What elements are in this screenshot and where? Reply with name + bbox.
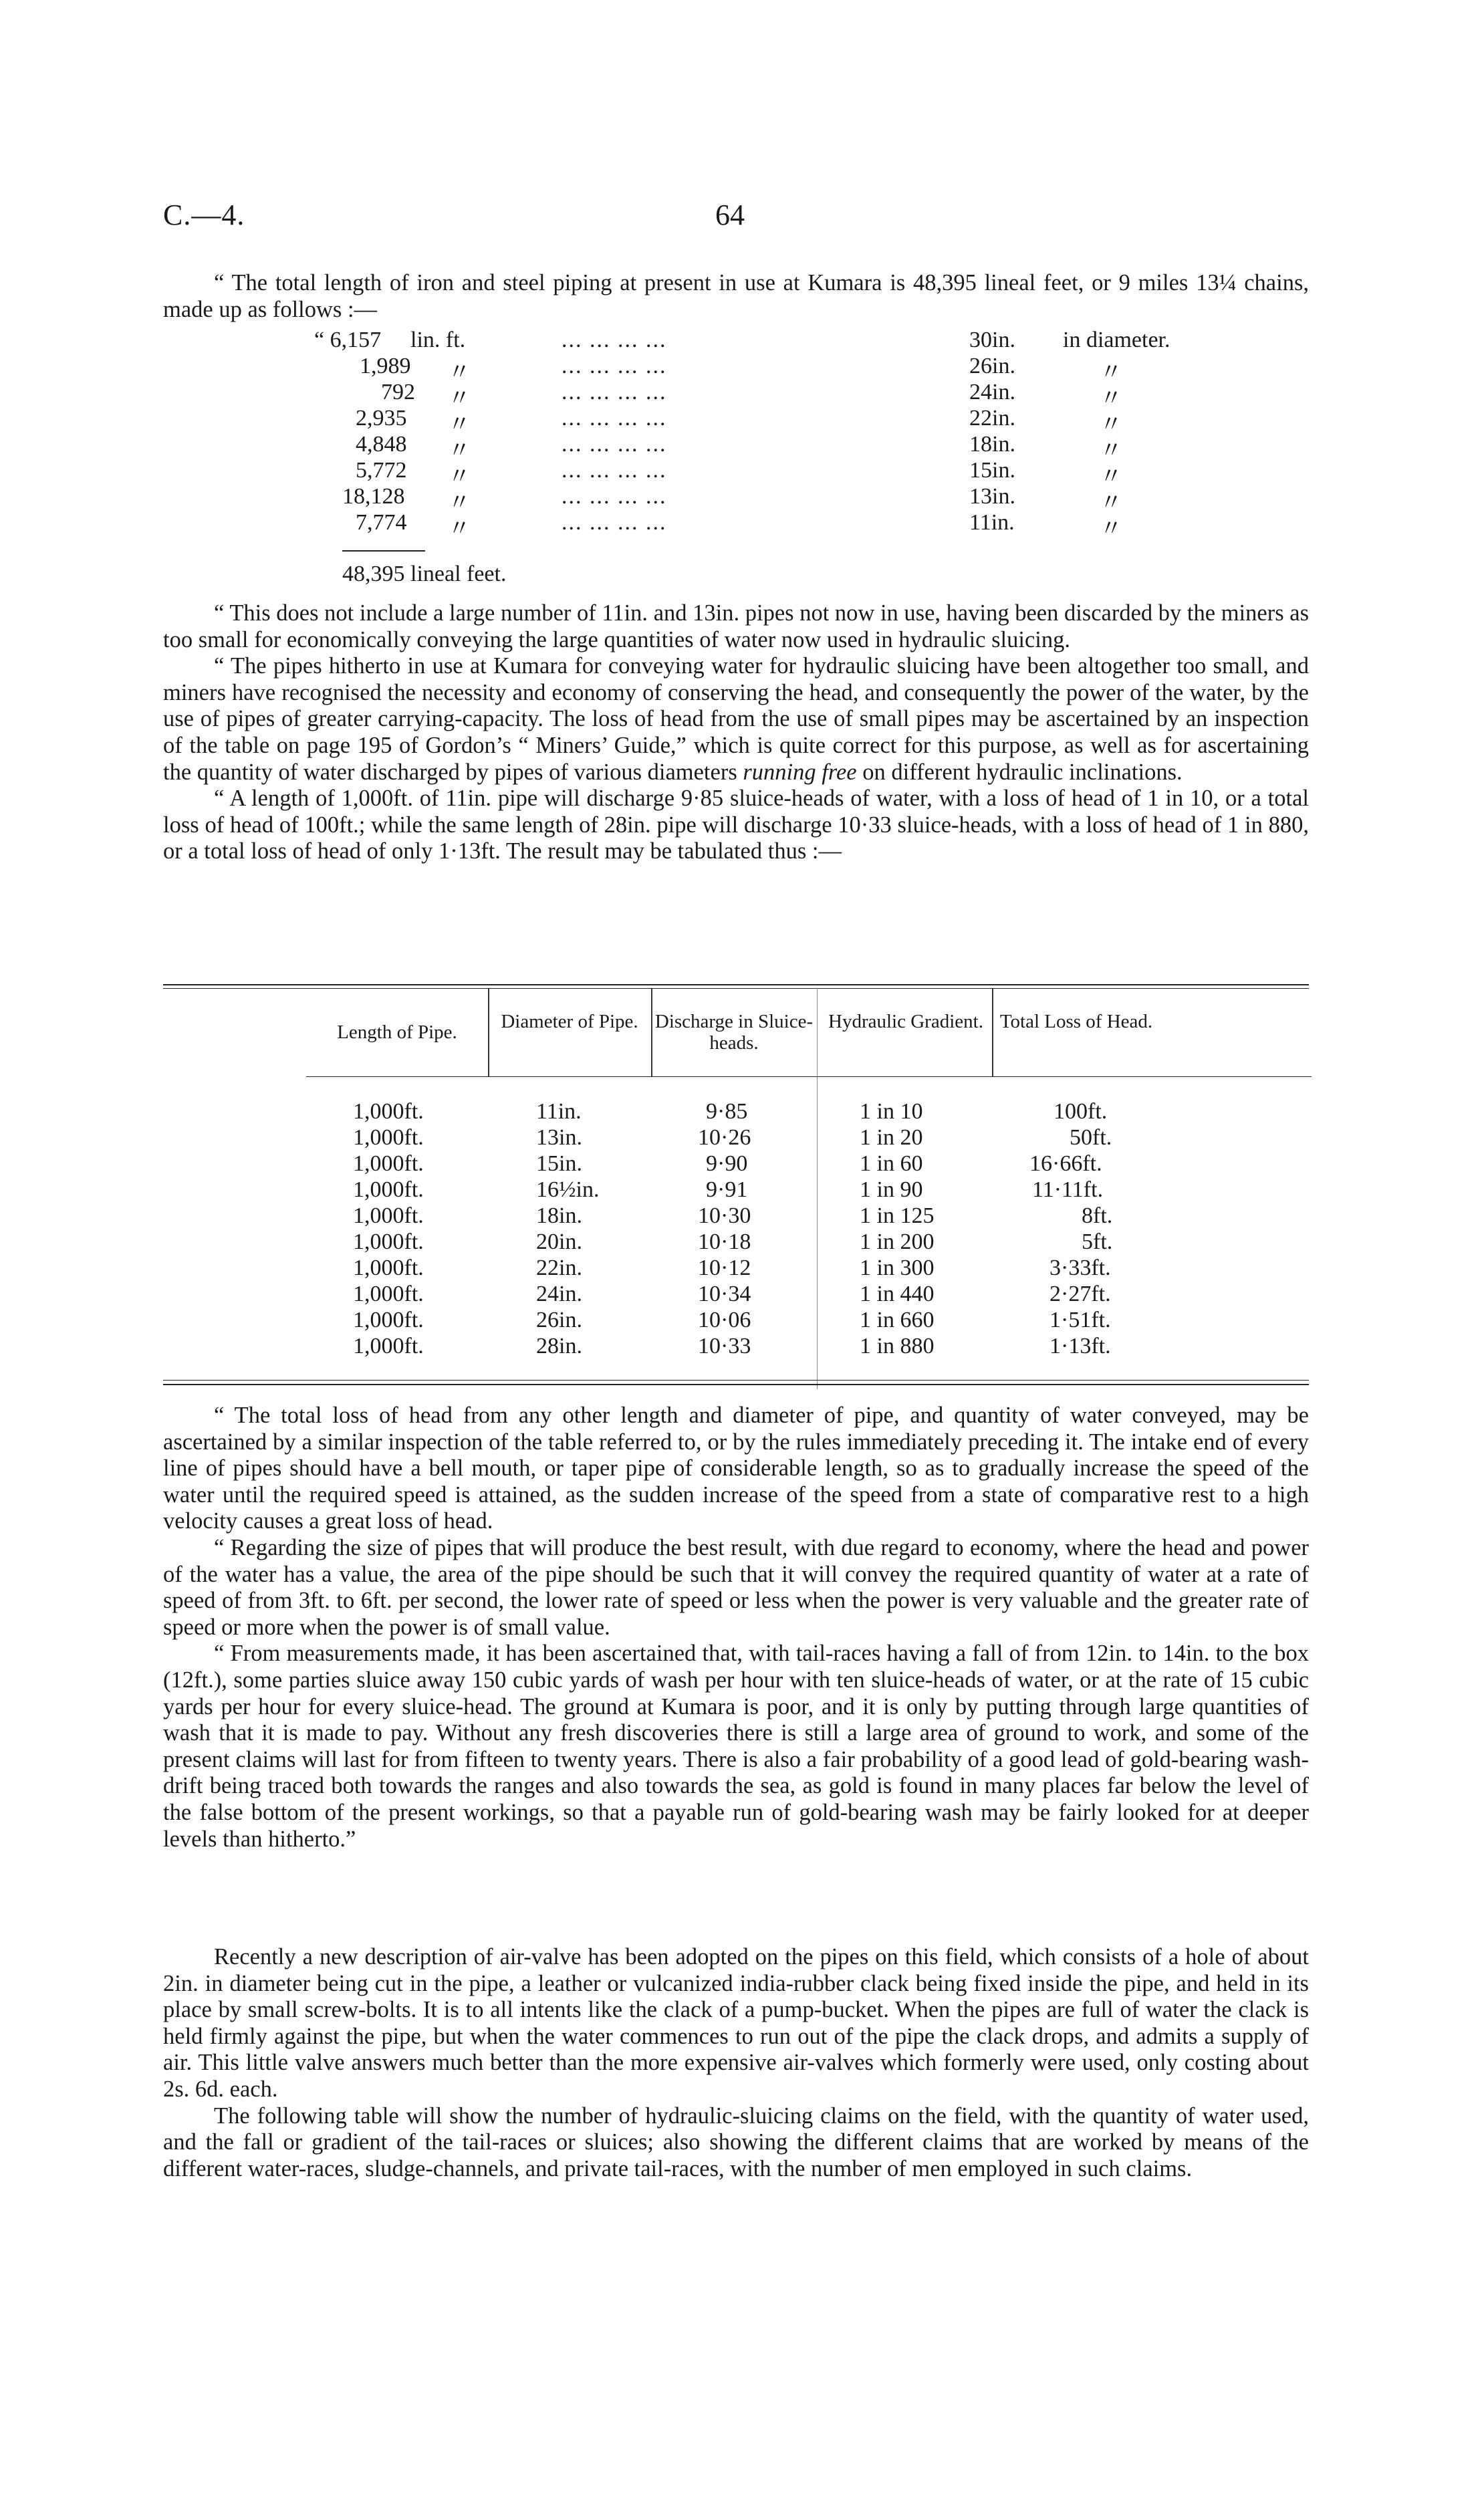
paragraph: Recently a new description of air-valve has been adopted on the pipes on this field, which consists of a hole of about 2in. in diameter being cut in the pipe, a leather or vulcanized india-rubber clack being fixed inside the pipe, and held in its place by small screw-bolts. It is to all intents like the clack of a pump-bucket. When the pipes are full of water the clack is held firmly against the pipe, but when the water commences to run out of the pipe the clack drops, and admits a supply of air. This little valve answers much better than the more expensive air-valves which formerly were used, only costing about 2s. 6d. each. — [163, 1944, 1309, 2102]
italic-phrase: running free — [743, 759, 857, 785]
pipe-diameter: 22in. — [969, 406, 1015, 431]
cell-gradient: 1 in 125 — [860, 1203, 935, 1228]
column-header: Discharge in Sluice-heads. — [654, 1011, 814, 1054]
table-top-rule — [163, 984, 1309, 985]
paragraph: “ A length of 1,000ft. of 11in. pipe will discharge 9·85 sluice-heads of water, with a loss of head of 1 in 10, or a total loss of head of 100ft.; while the same length of 28in. pipe will discharge 10·33 sluice-heads, with a loss of head of 1 in 880, or a total loss of head of only 1·13ft. The result may be tabulated thus :— — [163, 786, 1309, 864]
column-divider — [488, 988, 489, 1076]
column-header: Hydraulic Gradient. — [828, 1011, 983, 1032]
pipe-unit: 〃 — [448, 360, 471, 385]
intro-text: “ The total length of iron and steel piping at present in use at Kumara is 48,395 lineal feet, or 9 miles 13¼ chains, made up as follows :— — [163, 270, 1309, 322]
cell-diameter: 22in. — [536, 1256, 582, 1280]
pipe-mark: 〃 — [1100, 465, 1122, 489]
pipe-unit: 〃 — [448, 439, 471, 463]
cell-loss: 50ft. — [1070, 1125, 1112, 1150]
cell-diameter: 13in. — [536, 1125, 582, 1150]
cell-length: 1,000ft. — [353, 1151, 424, 1176]
cell-loss: 3·33ft. — [1049, 1256, 1111, 1280]
cell-gradient: 1 in 440 — [860, 1282, 935, 1306]
pipe-quantity: 5,772 — [356, 458, 407, 483]
pipe-unit: 〃 — [448, 491, 471, 515]
cell-loss: 11·11ft. — [1032, 1177, 1104, 1202]
cell-diameter: 26in. — [536, 1308, 582, 1332]
cell-gradient: 1 in 90 — [860, 1177, 923, 1202]
pipe-mark: 〃 — [1100, 439, 1122, 463]
pipe-quantity: 4,848 — [356, 432, 407, 457]
leader-dots: ... ... ... ... — [562, 484, 667, 509]
cell-diameter: 16½in. — [536, 1177, 600, 1202]
leader-dots: ... ... ... ... — [562, 354, 667, 378]
cell-gradient: 1 in 880 — [860, 1334, 935, 1358]
cell-diameter: 18in. — [536, 1203, 582, 1228]
cell-loss: 1·51ft. — [1049, 1308, 1111, 1332]
pipe-unit: 〃 — [448, 517, 471, 542]
cell-diameter: 11in. — [536, 1099, 582, 1124]
sum-rule — [342, 550, 425, 552]
leader-dots: ... ... ... ... — [562, 328, 667, 352]
paragraph: The following table will show the number of hydraulic-sluicing claims on the field, with the quantity of water used, and the fall or gradient of the tail-races or sluices; also showing the different claims that are worked by means of the different water-races, sludge-channels, and private tail-races, with the number of men employed in such claims. — [163, 2103, 1309, 2181]
intro-paragraph — [163, 270, 1309, 323]
cell-gradient: 1 in 20 — [860, 1125, 923, 1150]
pipe-unit: lin. ft. — [410, 328, 466, 352]
column-header: Total Loss of Head. — [999, 1011, 1153, 1032]
leader-dots: ... ... ... ... — [562, 406, 667, 431]
pipe-quantity: 2,935 — [356, 406, 407, 431]
pipe-row — [314, 484, 1250, 515]
column-divider — [817, 988, 818, 1389]
pipe-row — [314, 380, 1250, 411]
pipe-mark: 〃 — [1100, 517, 1122, 542]
cell-loss: 5ft. — [1082, 1229, 1113, 1254]
body-text-lower — [163, 1403, 1309, 1853]
cell-discharge: 10·26 — [698, 1125, 751, 1150]
body-text-upper — [163, 600, 1309, 865]
cell-discharge: 10·34 — [698, 1282, 751, 1306]
pipe-mark: 〃 — [1100, 386, 1122, 411]
pipe-unit: 〃 — [448, 412, 471, 437]
cell-gradient: 1 in 10 — [860, 1099, 923, 1124]
cell-discharge: 10·18 — [698, 1229, 751, 1254]
pipe-diameter: 11in. — [969, 510, 1015, 535]
paragraph — [163, 653, 1309, 786]
column-header: Length of Pipe. — [337, 1022, 457, 1043]
header-rule — [306, 1076, 1312, 1077]
pipe-quantity: 1,989 — [360, 354, 411, 378]
pipe-diameter: 18in. — [969, 432, 1015, 457]
cell-discharge: 10·12 — [698, 1256, 751, 1280]
cell-diameter: 15in. — [536, 1151, 582, 1176]
cell-discharge: 10·33 — [698, 1334, 751, 1358]
column-divider — [992, 988, 993, 1076]
pipe-row — [314, 432, 1250, 463]
pipe-diameter: 24in. — [969, 380, 1015, 404]
document-reference: C.—4. — [163, 199, 245, 231]
cell-length: 1,000ft. — [353, 1282, 424, 1306]
pipe-quantity: 7,774 — [356, 510, 407, 535]
pipe-mark: 〃 — [1100, 491, 1122, 515]
pipe-discharge-table — [163, 984, 1309, 1385]
cell-loss: 1·13ft. — [1049, 1334, 1111, 1358]
pipe-diameter: 26in. — [969, 354, 1015, 378]
body-text-closing — [163, 1944, 1309, 2182]
cell-diameter: 24in. — [536, 1282, 582, 1306]
pipe-row — [314, 354, 1250, 385]
paragraph: “ From measurements made, it has been ascertained that, with tail-races having a fall of from 12in. to 14in. to the box (12ft.), some parties sluice away 150 cubic yards of wash per hour with ten sluice-heads of water, or at the rate of 15 cubic yards per hour for every sluice-head. The ground at Kumara is poor, and it is only by putting through large quantities of wash that it is made to pay. Without any fresh discoveries there is still a large area of ground to work, and some of the present claims will last for from fifteen to twenty years. There is also a fair probability of a good lead of gold-bearing wash-drift being traced both towards the ranges and also towards the sea, as gold is found in many places far below the level of the false bottom of the present workings, so that a payable run of gold-bearing wash may be fairly looked for at deeper levels than hitherto.” — [163, 1641, 1309, 1852]
cell-discharge: 9·91 — [706, 1177, 748, 1202]
pipe-diameter: 30in. — [969, 328, 1015, 352]
table-top-rule-inner — [163, 988, 1309, 989]
cell-loss: 100ft. — [1054, 1099, 1108, 1124]
column-header: Diameter of Pipe. — [501, 1011, 638, 1032]
pipe-diameter: 15in. — [969, 458, 1015, 483]
paragraph-text: “ The pipes hitherto in use at Kumara for conveying water for hydraulic sluicing have been altogether too small, and miners have recognised the necessity and economy of conserving the head, and consequently the power of the water, by the use of pipes of greater carrying-capacity. The loss of head from the use of small pipes may be ascertained by an inspection of the table on page 195 of Gordon’s “ Miners’ Guide,” which is quite correct for this purpose, as well as for ascertaining the quantity of water discharged by pipes of various diameters — [163, 653, 1309, 785]
pipe-row — [314, 328, 1250, 354]
paragraph-text-end: on different hydraulic inclinations. — [862, 759, 1183, 785]
paragraph: “ The total loss of head from any other length and diameter of pipe, and quantity of water conveyed, may be ascertained by a similar inspection of the table referred to, or by the rules immediately preceding it. The intake end of every line of pipes should have a bell mouth, or taper pipe of considerable length, so as to gradually increase the speed of the water until the required speed is attained, as the sudden increase of the speed from a state of comparative rest to a high velocity causes a great loss of head. — [163, 1403, 1309, 1534]
cell-length: 1,000ft. — [353, 1308, 424, 1332]
leader-dots: ... ... ... ... — [562, 432, 667, 457]
column-divider — [651, 988, 652, 1076]
cell-gradient: 1 in 200 — [860, 1229, 935, 1254]
paragraph: “ Regarding the size of pipes that will produce the best result, with due regard to economy, where the head and power of the water has a value, the area of the pipe should be such that it will convey the required quantity of water at a rate of speed of from 3ft. to 6ft. per second, the lower rate of speed or less when the power is very valuable and the greater rate of speed or more when the power is of small value. — [163, 1534, 1309, 1640]
pipe-total: 48,395 lineal feet. — [342, 562, 507, 586]
cell-gradient: 1 in 660 — [860, 1308, 935, 1332]
cell-loss: 16·66ft. — [1029, 1151, 1102, 1176]
cell-length: 1,000ft. — [353, 1334, 424, 1358]
pipe-unit: 〃 — [448, 465, 471, 489]
cell-discharge: 10·30 — [698, 1203, 751, 1228]
cell-length: 1,000ft. — [353, 1099, 424, 1124]
cell-discharge: 9·90 — [706, 1151, 748, 1176]
pipe-row — [314, 458, 1250, 489]
pipe-mark: 〃 — [1100, 360, 1122, 385]
pipe-quantity: “ 6,157 — [314, 328, 382, 352]
pipe-quantity: 792 — [381, 380, 415, 404]
cell-length: 1,000ft. — [353, 1256, 424, 1280]
pipe-unit: 〃 — [448, 386, 471, 411]
pipe-diameter: 13in. — [969, 484, 1015, 509]
cell-gradient: 1 in 60 — [860, 1151, 923, 1176]
pipe-mark: in diameter. — [1063, 328, 1170, 352]
cell-length: 1,000ft. — [353, 1229, 424, 1254]
cell-loss: 2·27ft. — [1049, 1282, 1111, 1306]
pipe-row — [314, 406, 1250, 437]
leader-dots: ... ... ... ... — [562, 510, 667, 535]
cell-diameter: 28in. — [536, 1334, 582, 1358]
cell-length: 1,000ft. — [353, 1203, 424, 1228]
pipe-quantity: 18,128 — [342, 484, 405, 509]
leader-dots: ... ... ... ... — [562, 458, 667, 483]
table-bottom-rule-inner — [163, 1380, 1309, 1381]
cell-loss: 8ft. — [1082, 1203, 1113, 1228]
cell-gradient: 1 in 300 — [860, 1256, 935, 1280]
leader-dots: ... ... ... ... — [562, 380, 667, 404]
cell-length: 1,000ft. — [353, 1125, 424, 1150]
page-number: 64 — [715, 199, 745, 231]
table-bottom-rule — [163, 1384, 1309, 1385]
cell-diameter: 20in. — [536, 1229, 582, 1254]
cell-discharge: 10·06 — [698, 1308, 751, 1332]
cell-length: 1,000ft. — [353, 1177, 424, 1202]
pipe-row — [314, 510, 1250, 542]
paragraph: “ This does not include a large number of 11in. and 13in. pipes not now in use, having been discarded by the miners as too small for economically conveying the large quantities of water now used in hydraulic sluicing. — [163, 600, 1309, 652]
pipe-mark: 〃 — [1100, 412, 1122, 437]
cell-discharge: 9·85 — [706, 1099, 748, 1124]
